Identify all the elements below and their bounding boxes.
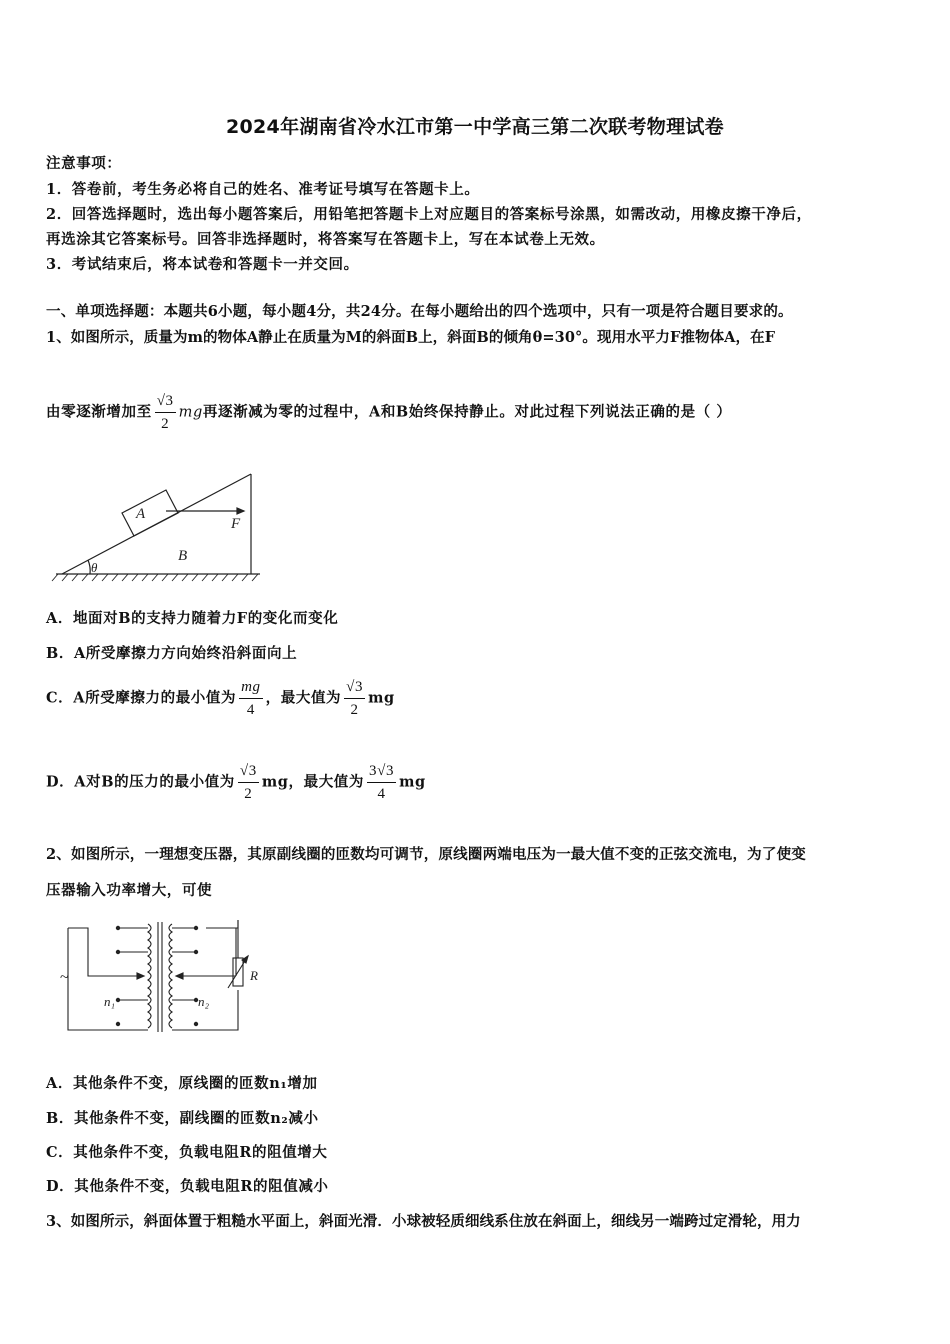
q2-option-b: B．其他条件不变，副线圈的匝数n₂减小 (46, 1110, 319, 1127)
q1-option-d-suffix: mg (399, 773, 426, 791)
q1-option-d-frac1 (238, 762, 259, 803)
q1-option-c-mid: ，最大值为 (265, 689, 342, 707)
q2-label-ac: ~ (60, 969, 69, 986)
q1-label-theta: θ (91, 560, 98, 575)
q1-option-d-mid: mg，最大值为 (261, 773, 365, 791)
page-title: 2024年湖南省冷水江市第一中学高三第二次联考物理试卷 (226, 116, 724, 138)
q1-stem-line1: 1、如图所示，质量为m的物体A静止在质量为M的斜面B上，斜面B的倾角θ=30°。现用水平力F推物体A，在F (46, 329, 776, 346)
q2-label-n2: n₂ (198, 994, 210, 1009)
q1-fraction-unit: mg (178, 404, 203, 421)
q1-stem-suffix: 再逐渐减为零的过程中，A和B始终保持静止。对此过程下列说法正确的是（ ） (202, 403, 732, 421)
q1-option-d-prefix: D．A对B的压力的最小值为 (46, 773, 235, 791)
q1-option-d (46, 762, 426, 803)
q2-option-a: A．其他条件不变，原线圈的匝数n₁增加 (46, 1075, 318, 1092)
q3-stem-line1: 3、如图所示，斜面体置于粗糙水平面上，斜面光滑．小球被轻质细线系住放在斜面上，细线另一端跨过定滑轮，用力 (46, 1213, 801, 1230)
q1-option-a: A．地面对B的支持力随着力F的变化而变化 (46, 610, 339, 627)
q2-label-n1: n₁ (104, 994, 116, 1009)
notes-item-3: 3．考试结束后，将本试卷和答题卡一并交回。 (46, 256, 359, 273)
q1-option-c-frac1 (239, 678, 263, 719)
q1-fraction-den: 2 (161, 416, 170, 432)
q1-option-c-frac2-num: √3 (344, 678, 365, 699)
q1-option-c-frac1-num: mg (239, 678, 263, 699)
q1-label-b: B (178, 548, 188, 564)
notes-heading: 注意事项： (46, 155, 122, 172)
q1-option-d-frac2-den: 4 (377, 786, 386, 802)
q1-stem-line2 (46, 392, 732, 433)
q2-label-r: R (250, 968, 258, 983)
q1-stem-prefix: 由零逐渐增加至 (46, 403, 152, 421)
q2-option-c: C．其他条件不变，负载电阻R的阻值增大 (46, 1144, 328, 1161)
q1-option-c-frac2 (344, 678, 365, 719)
q1-option-d-frac1-den: 2 (244, 786, 253, 802)
q1-option-c-prefix: C．A所受摩擦力的最小值为 (46, 689, 237, 707)
notes-item-2a: 2．回答选择题时，选出每小题答案后，用铅笔把答题卡上对应题目的答案标号涂黑，如需改动，用橡皮擦干净后， (46, 206, 812, 223)
q2-option-d: D．其他条件不变，负载电阻R的阻值减小 (46, 1178, 329, 1195)
q1-option-c-suffix: mg (368, 689, 395, 707)
q1-label-f: F (231, 516, 241, 532)
section-heading: 一、单项选择题：本题共6小题，每小题4分，共24分。在每小题给出的四个选项中，只有一项是符合题目要求的。 (46, 303, 793, 320)
q1-incline-figure (48, 468, 268, 588)
notes-item-2b: 再选涂其它答案标号。回答非选择题时，将答案写在答题卡上，写在本试卷上无效。 (46, 231, 605, 248)
q1-option-c-frac1-den: 4 (246, 702, 255, 718)
notes-item-1: 1．答卷前，考生务必将自己的姓名、准考证号填写在答题卡上。 (46, 181, 480, 198)
q1-option-b: B．A所受摩擦力方向始终沿斜面向上 (46, 645, 298, 662)
q1-option-d-frac2 (367, 762, 396, 803)
q1-fraction-num: √3 (155, 392, 176, 413)
q2-transformer-figure (56, 914, 276, 1038)
q1-option-c (46, 678, 395, 719)
q1-option-d-frac1-num: √3 (238, 762, 259, 783)
q1-option-d-frac2-num: 3√3 (367, 762, 396, 783)
q1-option-c-frac2-den: 2 (350, 702, 359, 718)
q2-stem-line2: 压器输入功率增大，可使 (46, 882, 213, 899)
q2-stem-line1: 2、如图所示，一理想变压器，其原副线圈的匝数均可调节，原线圈两端电压为一最大值不变的正弦交流电，为了使变 (46, 846, 806, 863)
q1-label-a: A (136, 506, 146, 522)
q1-fraction (155, 392, 176, 433)
